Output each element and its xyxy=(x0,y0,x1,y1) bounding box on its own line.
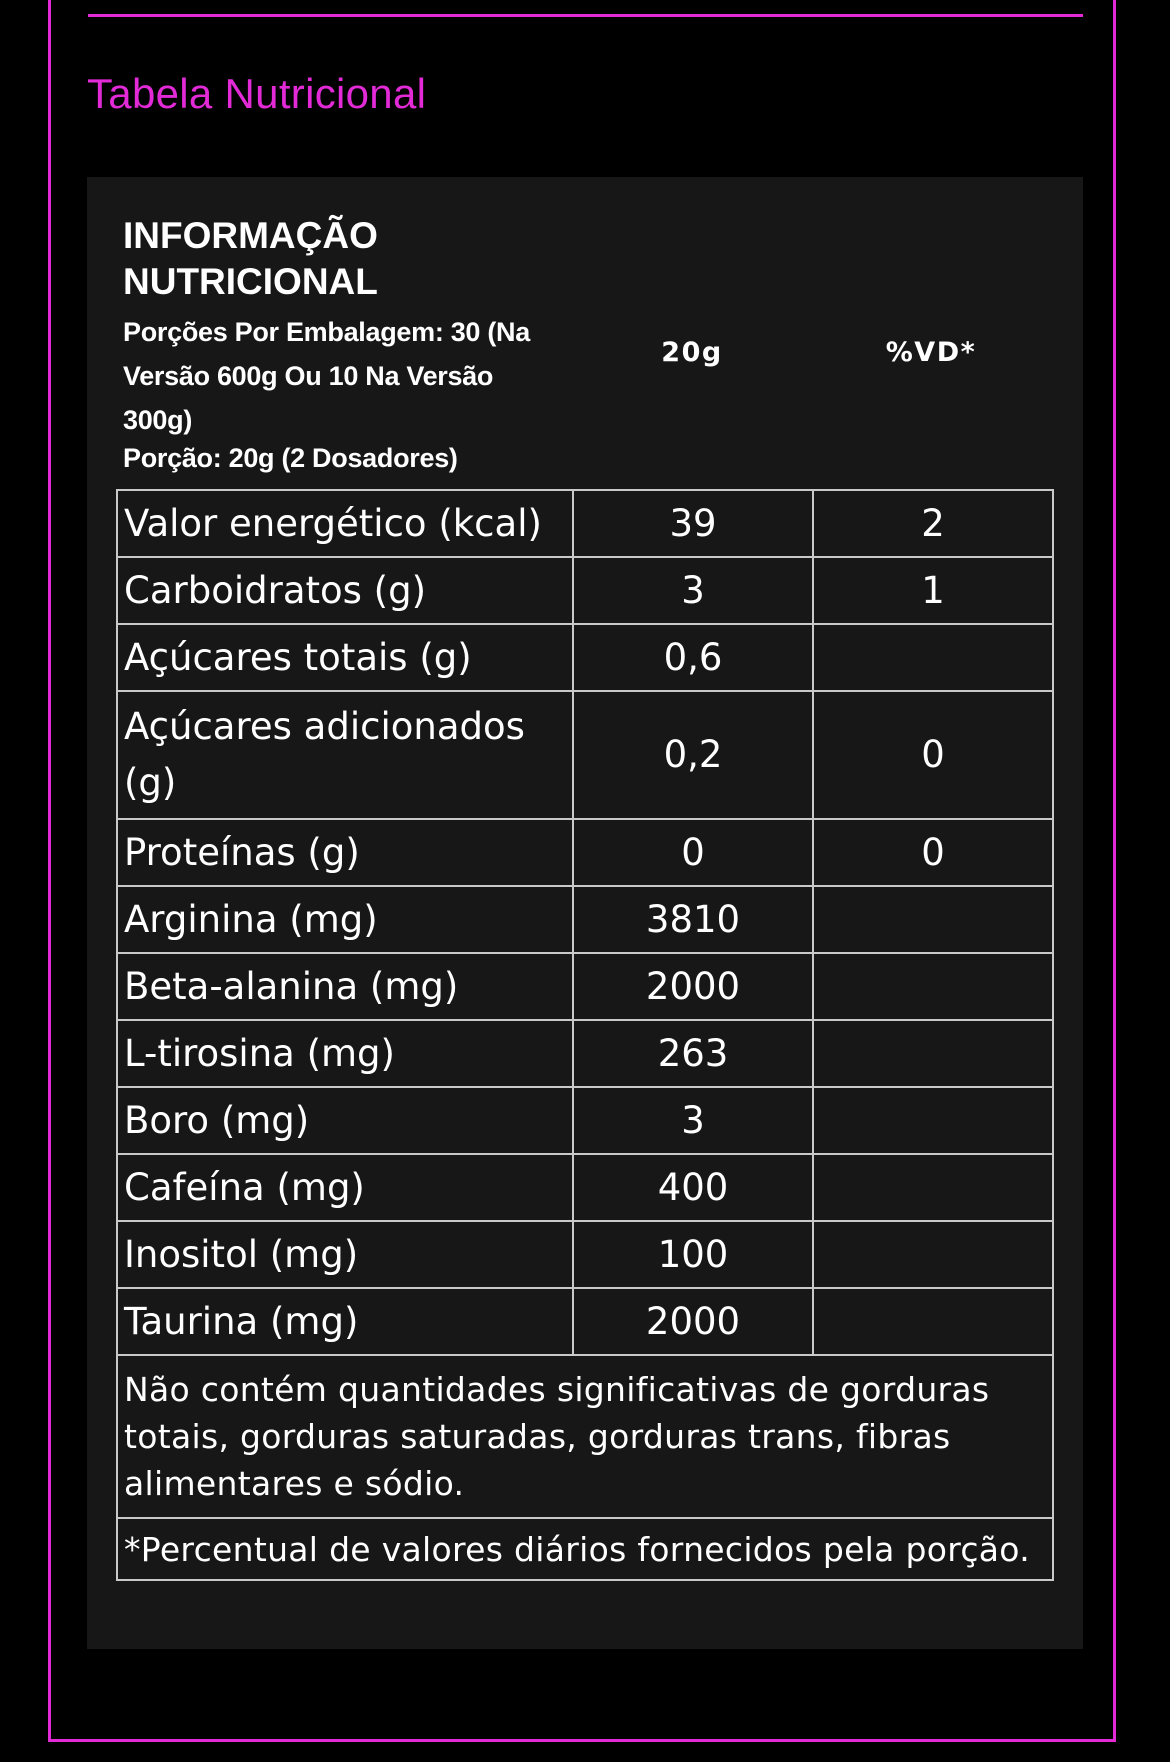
nutrient-daily-value: 2 xyxy=(813,490,1053,557)
nutrition-card xyxy=(87,177,1083,1649)
section-title: Tabela Nutricional xyxy=(87,70,427,117)
nutrient-name: Proteínas (g) xyxy=(117,819,573,886)
nutrient-name: L-tirosina (mg) xyxy=(117,1020,573,1087)
nutrient-amount: 0,2 xyxy=(573,691,813,819)
servings-per-package: Porções Por Embalagem: 30 (Na Versão 600g Ou 10 Na Versão 300g) xyxy=(123,317,530,435)
column-header-daily-value: %VD* xyxy=(885,337,977,368)
nutrient-name: Valor energético (kcal) xyxy=(117,490,573,557)
table-row xyxy=(117,1221,1053,1288)
nutrient-name: Beta-alanina (mg) xyxy=(117,953,573,1020)
nutrient-daily-value xyxy=(813,1087,1053,1154)
table-row xyxy=(117,886,1053,953)
nutrient-daily-value xyxy=(813,953,1053,1020)
nutrient-daily-value xyxy=(813,1288,1053,1355)
nutrient-name: Açúcares totais (g) xyxy=(117,624,573,691)
nutrient-name: Açúcares adicionados (g) xyxy=(117,691,573,819)
nutrient-name: Cafeína (mg) xyxy=(117,1154,573,1221)
nutrient-name: Carboidratos (g) xyxy=(117,557,573,624)
table-row xyxy=(117,490,1053,557)
nutrient-daily-value: 0 xyxy=(813,819,1053,886)
nutrient-daily-value xyxy=(813,624,1053,691)
nutrient-amount: 39 xyxy=(573,490,813,557)
nutrient-amount: 3 xyxy=(573,557,813,624)
daily-value-footnote: *Percentual de valores diários fornecidos pela porção. xyxy=(117,1518,1053,1580)
nutrient-daily-value: 0 xyxy=(813,691,1053,819)
nutrient-daily-value: 1 xyxy=(813,557,1053,624)
nutrient-amount: 400 xyxy=(573,1154,813,1221)
nutrient-name: Boro (mg) xyxy=(117,1087,573,1154)
table-row xyxy=(117,557,1053,624)
nutrient-daily-value xyxy=(813,1020,1053,1087)
nutrient-amount: 3810 xyxy=(573,886,813,953)
table-row xyxy=(117,819,1053,886)
nutrient-amount: 2000 xyxy=(573,953,813,1020)
table-row xyxy=(117,624,1053,691)
nutrient-amount: 3 xyxy=(573,1087,813,1154)
portion-size: Porção: 20g (2 Dosadores) xyxy=(123,443,458,473)
nutrient-daily-value xyxy=(813,886,1053,953)
nutrient-name: Taurina (mg) xyxy=(117,1288,573,1355)
footnote-row xyxy=(117,1518,1053,1580)
table-row xyxy=(117,1020,1053,1087)
info-title: INFORMAÇÃO NUTRICIONAL xyxy=(123,215,378,302)
nutrient-name: Arginina (mg) xyxy=(117,886,573,953)
nutrient-daily-value xyxy=(813,1221,1053,1288)
top-divider xyxy=(88,14,1083,17)
table-row xyxy=(117,1087,1053,1154)
table-row xyxy=(117,1154,1053,1221)
nutrient-amount: 100 xyxy=(573,1221,813,1288)
note-row xyxy=(117,1355,1053,1518)
column-header-amount: 20g xyxy=(661,337,723,368)
table-row xyxy=(117,953,1053,1020)
table-row xyxy=(117,691,1053,819)
nutrition-table xyxy=(116,489,1054,1581)
nutrient-amount: 263 xyxy=(573,1020,813,1087)
nutrient-name: Inositol (mg) xyxy=(117,1221,573,1288)
nutrient-amount: 2000 xyxy=(573,1288,813,1355)
nutrition-note: Não contém quantidades significativas de gorduras totais, gorduras saturadas, gorduras trans, fibras alimentares e sódio. xyxy=(117,1355,1053,1518)
table-row xyxy=(117,1288,1053,1355)
nutrient-amount: 0 xyxy=(573,819,813,886)
nutrient-daily-value xyxy=(813,1154,1053,1221)
nutrient-amount: 0,6 xyxy=(573,624,813,691)
